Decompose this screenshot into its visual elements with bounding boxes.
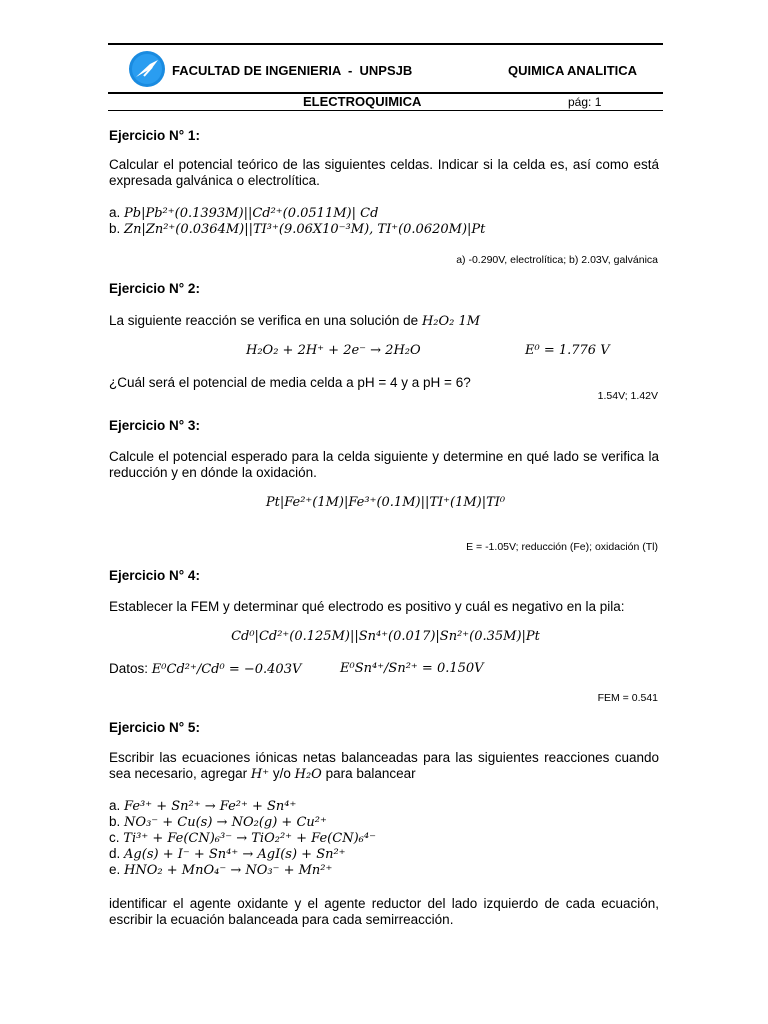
item-label: b.	[109, 221, 121, 236]
exercise-3-answer: E = -1.05V; reducción (Fe); oxidación (Tl)	[466, 541, 658, 553]
header-top-rule	[108, 43, 663, 45]
exercise-2-intro: La siguiente reacción se verifica en una solución de	[109, 313, 419, 328]
exercise-1-item-b	[109, 221, 485, 238]
and-or: y/o	[272, 766, 291, 781]
cell-equation: Zn|Zn²⁺(0.0364M)||TI³⁺(9.06X10⁻³M), TI⁺(0.0620M)|Pt	[124, 222, 486, 237]
exercise-2-title: Ejercicio N° 2:	[109, 281, 200, 296]
exercise-2-text	[109, 313, 659, 330]
exercise-1-title: Ejercicio N° 1:	[109, 128, 200, 143]
exercise-4-title: Ejercicio N° 4:	[109, 568, 200, 583]
faculty-name: FACULTAD DE INGENIERIA - UNPSJB	[172, 63, 413, 78]
exercise-5-intro-end: para balancear	[325, 766, 416, 781]
item-label: b.	[109, 814, 121, 829]
reaction-equation: H₂O₂ + 2H⁺ + 2e⁻ → 2H₂O	[246, 343, 421, 358]
exercise-4-text: Establecer la FEM y determinar qué electrodo es positivo y cuál es negativo en la pila:	[109, 599, 625, 614]
exercise-1-answer: a) -0.290V, electrolítica; b) 2.03V, galvánica	[456, 254, 658, 266]
header-bottom-rule	[108, 110, 663, 111]
item-label: e.	[109, 862, 121, 877]
exercise-4-data	[109, 661, 301, 678]
reaction-c	[109, 830, 376, 847]
reaction-equation: NO₃⁻ + Cu(s) → NO₂(g) + Cu²⁺	[124, 815, 327, 830]
exercise-2-answer: 1.54V; 1.42V	[597, 390, 658, 402]
exercise-1-item-a	[109, 205, 378, 222]
proton-formula: H⁺	[250, 767, 270, 782]
exercise-4-cell: Cd⁰|Cd²⁺(0.125M)||Sn⁴⁺(0.017)|Sn²⁺(0.35M)|Pt	[231, 629, 540, 644]
reaction-equation: HNO₂ + MnO₄⁻ → NO₃⁻ + Mn²⁺	[124, 863, 333, 878]
reaction-equation: Fe³⁺ + Sn²⁺ → Fe²⁺ + Sn⁴⁺	[124, 799, 297, 814]
exercise-3-title: Ejercicio N° 3:	[109, 418, 200, 433]
item-label: a.	[109, 205, 121, 220]
reaction-equation: Ti³⁺ + Fe(CN)₆³⁻ → TiO₂²⁺ + Fe(CN)₆⁴⁻	[123, 831, 376, 846]
topic-title: ELECTROQUIMICA	[303, 94, 422, 109]
tin-potential: E⁰Sn⁴⁺/Sn²⁺ = 0.150V	[340, 661, 484, 676]
exercise-2-question: ¿Cuál será el potencial de media celda a pH = 4 y a pH = 6?	[109, 375, 471, 390]
reaction-b	[109, 814, 327, 831]
exercise-5-instructions: identificar el agente oxidante y el agente reductor del lado izquierdo de cada ecuación, escribir la ecuación balanceada para cada semirreacción.	[109, 896, 659, 927]
exercise-5-title: Ejercicio N° 5:	[109, 720, 200, 735]
exercise-4-answer: FEM = 0.541	[597, 692, 658, 704]
item-label: c.	[109, 830, 120, 845]
exercise-5-intro: Escribir las ecuaciones iónicas netas balanceadas para las siguientes reacciones cuando sea necesario, agregar	[109, 750, 659, 781]
water-formula: H₂O	[294, 767, 322, 782]
reaction-e	[109, 862, 332, 879]
reaction-equation: Ag(s) + I⁻ + Sn⁴⁺ → AgI(s) + Sn²⁺	[124, 847, 346, 862]
reaction-a	[109, 798, 296, 815]
item-label: a.	[109, 798, 121, 813]
cadmium-potential: E⁰Cd²⁺/Cd⁰ = −0.403V	[151, 662, 302, 677]
solution-formula: H₂O₂ 1M	[421, 314, 481, 329]
cell-equation: Pb|Pb²⁺(0.1393M)||Cd²⁺(0.0511M)| Cd	[124, 206, 379, 221]
university-logo	[128, 50, 166, 88]
data-label: Datos:	[109, 661, 149, 676]
page-number: pág: 1	[568, 95, 602, 109]
subject-name: QUIMICA ANALITICA	[508, 63, 638, 78]
exercise-3-cell: Pt|Fe²⁺(1M)|Fe³⁺(0.1M)||TI⁺(1M)|TI⁰	[265, 495, 506, 510]
exercise-5-text	[109, 750, 659, 783]
exercise-3-text: Calcule el potencial esperado para la celda siguiente y determine en qué lado se verifica la reducción y en dónde la oxidación.	[109, 449, 659, 480]
reaction-d	[109, 846, 346, 863]
exercise-1-text: Calcular el potencial teórico de las siguientes celdas. Indicar si la celda es, así como está expresada galvánica o electrolítica.	[109, 157, 659, 188]
standard-potential: E⁰ = 1.776 V	[525, 343, 610, 358]
item-label: d.	[109, 846, 121, 861]
